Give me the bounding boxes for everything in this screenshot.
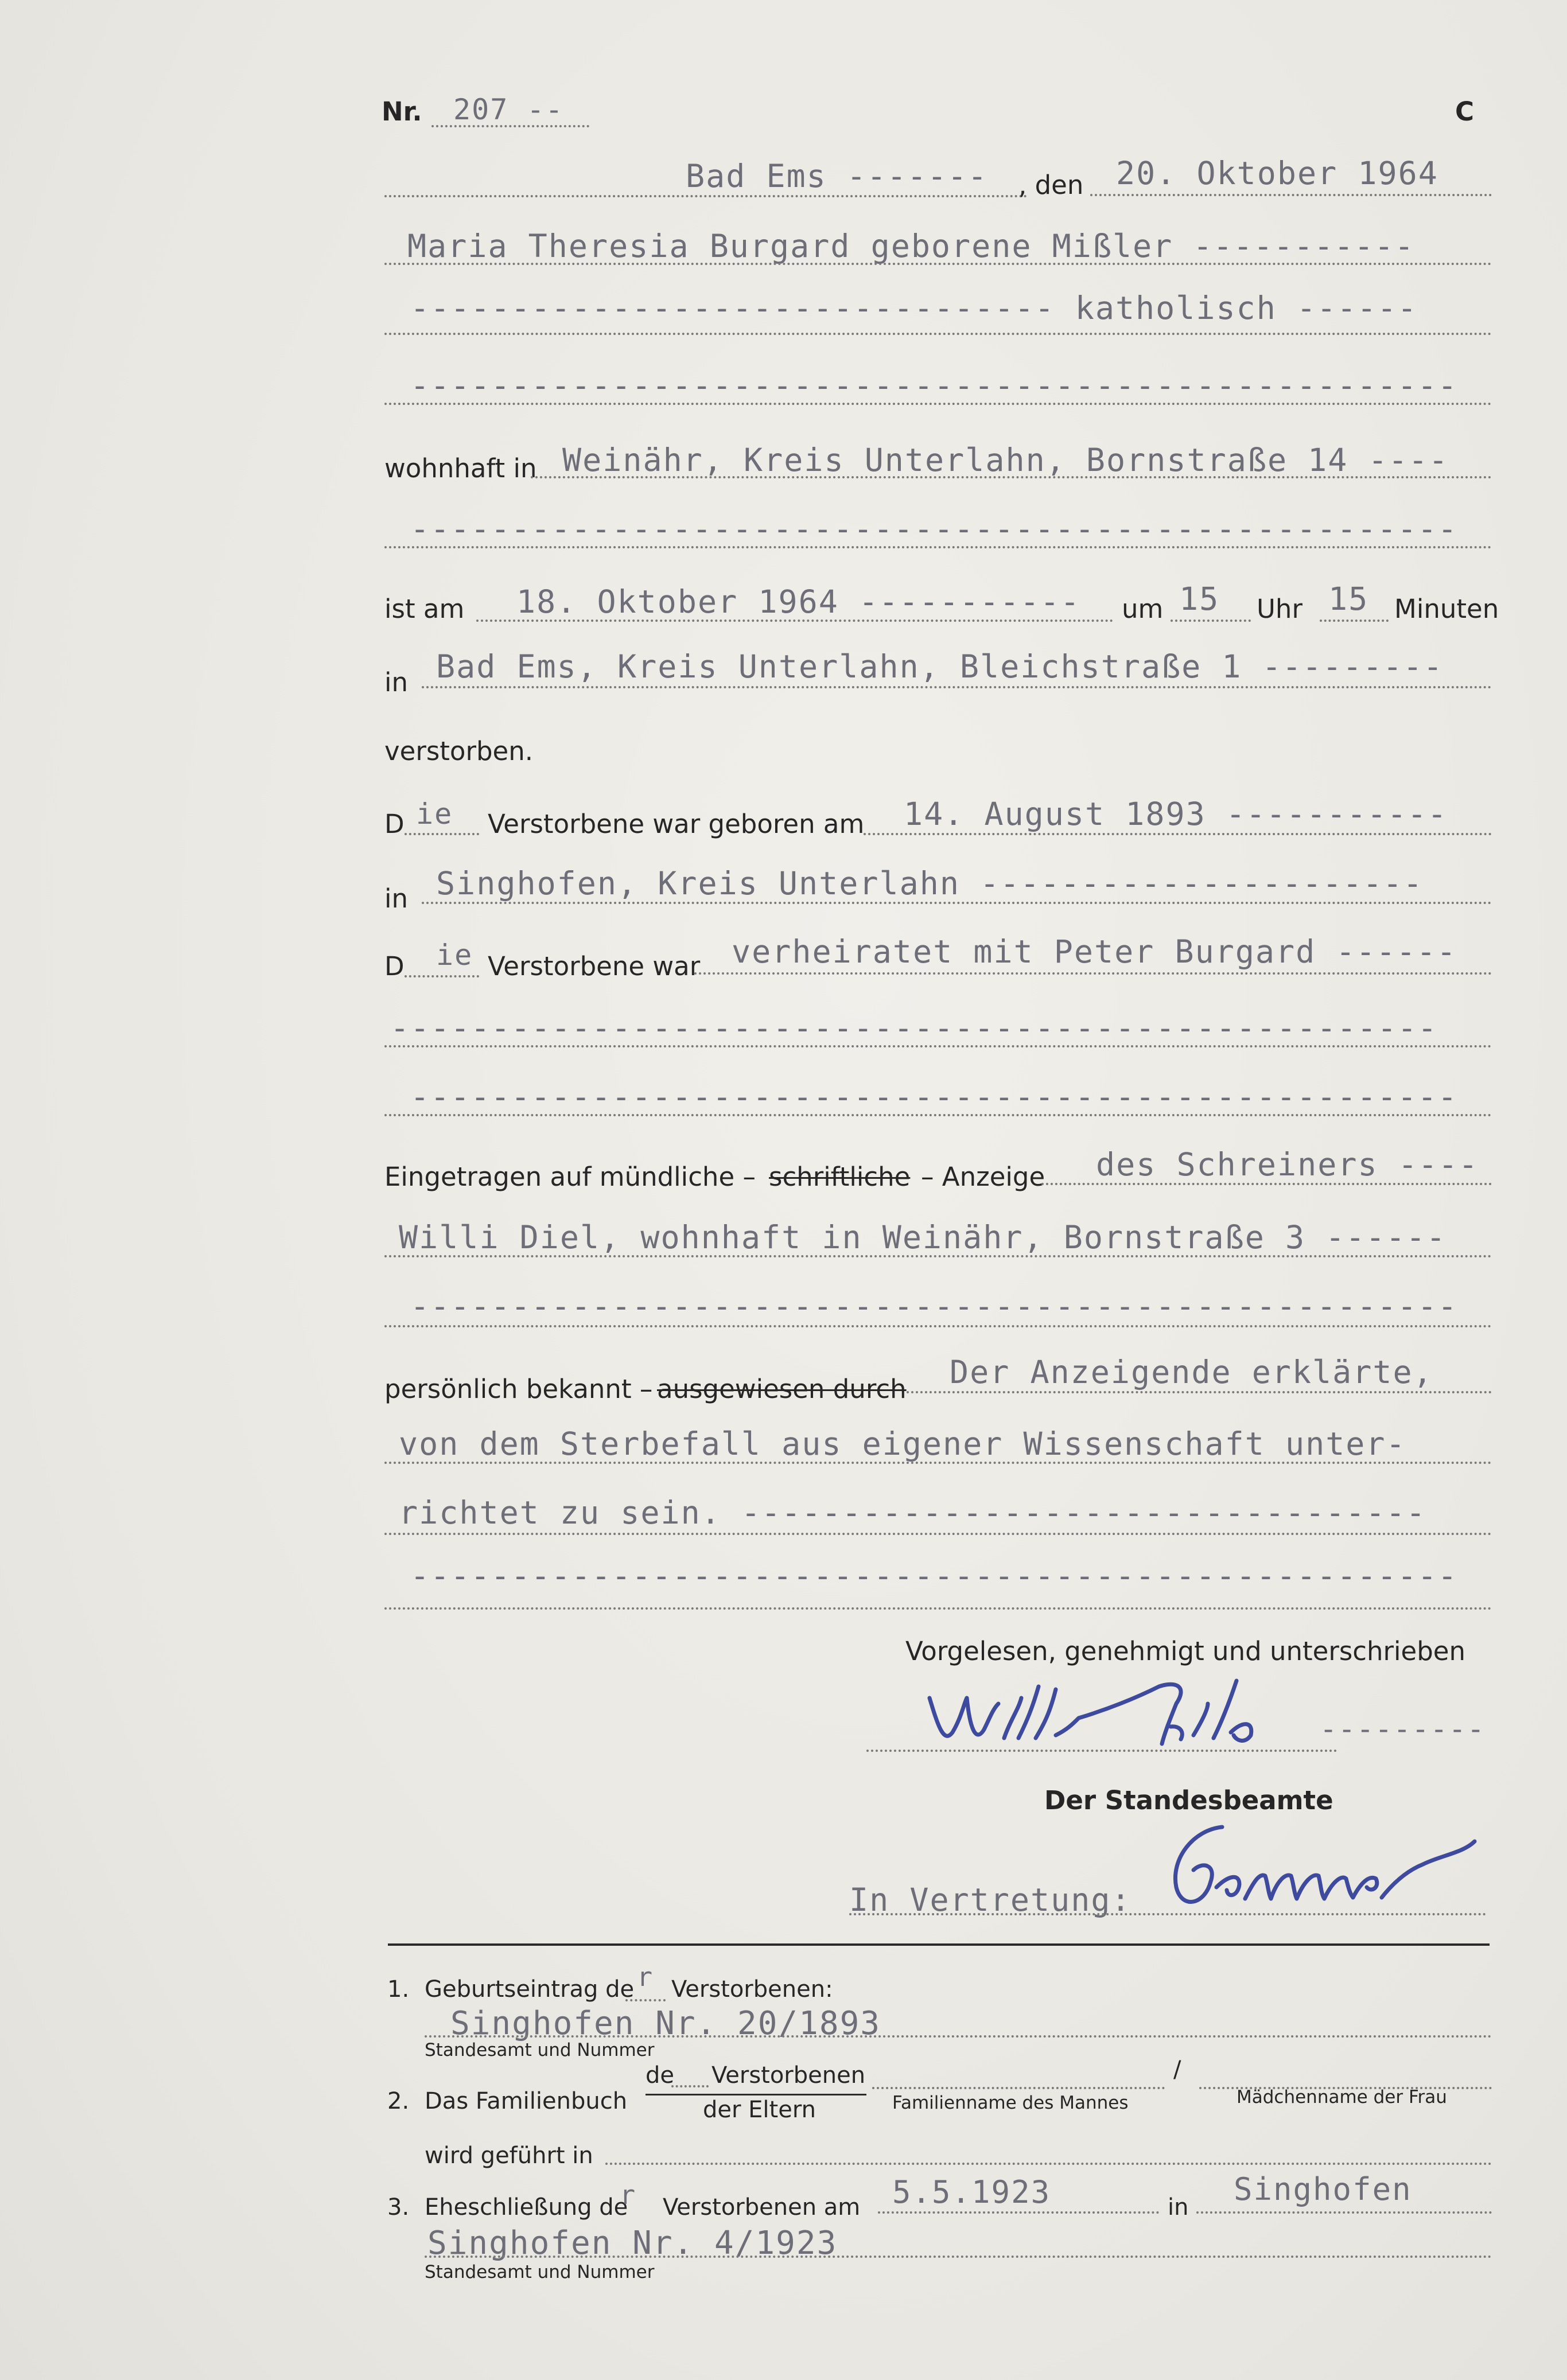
birth-article-underline <box>405 833 479 835</box>
footer-item-2-fraction-line <box>646 2094 866 2095</box>
birth-d-label: D <box>384 809 405 839</box>
informant-label-b: – Anzeige <box>921 1162 1045 1192</box>
birth-place-underline <box>422 902 1492 904</box>
footer-item-1-article: r <box>637 1962 654 1992</box>
record-date: 20. Oktober 1964 <box>1116 155 1438 192</box>
footer-item-2-de: de <box>646 2062 674 2089</box>
residence-continuation: ---------------------------------------------------- <box>410 511 1458 547</box>
death-in-label: in <box>384 667 409 698</box>
footer-item-3-number: 3. <box>387 2194 410 2221</box>
footer-item-3-value-underline <box>425 2256 1492 2258</box>
footer-item-2-eltern: der Eltern <box>703 2097 816 2123</box>
place-of-record: Bad Ems ------- <box>686 158 988 194</box>
footer-item-3-date-underline <box>878 2211 1159 2214</box>
informant-value-2-underline <box>384 1255 1492 1257</box>
footer-item-2-kept-underline <box>605 2163 1492 2165</box>
informant-signature-line <box>866 1750 1337 1752</box>
nr-value: 207 -- <box>453 93 564 126</box>
residence-value: Weinähr, Kreis Unterlahn, Bornstraße 14 ---- <box>562 442 1449 478</box>
footer-item-2-husband-line <box>872 2087 1165 2089</box>
identity-value-1: Der Anzeigende erklärte, <box>950 1354 1433 1390</box>
residence-label: wohnhaft in <box>384 453 537 484</box>
footer-item-2-slash: / <box>1173 2056 1181 2083</box>
death-place: Bad Ems, Kreis Unterlahn, Bleichstraße 1 --------- <box>436 648 1444 685</box>
footer-item-3-place-underline <box>1196 2211 1492 2214</box>
death-hour: 15 <box>1179 581 1220 617</box>
nr-label: Nr. <box>382 96 422 127</box>
death-date-underline <box>476 620 1113 622</box>
footer-item-1-article-underline <box>625 1999 666 2001</box>
footer-item-1-label-2: Verstorbenen: <box>671 1976 833 2003</box>
blank-underline <box>384 403 1492 405</box>
footer-item-2-wife-caption: Mädchenname der Frau <box>1237 2087 1447 2108</box>
marital-label: Verstorbene war <box>488 951 701 981</box>
minute-underline <box>1320 620 1389 622</box>
ist-am-label: ist am <box>384 594 465 624</box>
nr-underline <box>431 125 589 127</box>
birth-article: ie <box>416 797 453 831</box>
uhr-label: Uhr <box>1257 594 1302 624</box>
death-place-underline <box>422 686 1492 688</box>
death-minute: 15 <box>1328 581 1369 617</box>
verstorben-label: verstorben. <box>384 736 534 766</box>
religion-line: -------------------------------- katholisch ------ <box>410 290 1418 326</box>
identity-label-struck: ausgewiesen durch <box>657 1374 907 1404</box>
footer-item-1-value: Singhofen Nr. 20/1893 <box>450 2005 881 2042</box>
footer-item-2-number: 2. <box>387 2088 410 2114</box>
hour-underline <box>1171 620 1251 622</box>
footer-item-3-label-2: Verstorbenen am <box>663 2194 861 2221</box>
footer-divider <box>388 1943 1490 1946</box>
footer-item-3-value: Singhofen Nr. 4/1923 <box>427 2225 838 2262</box>
identity-label-a: persönlich bekannt – <box>384 1374 653 1404</box>
informant-signature-trailing: --------- <box>1320 1712 1486 1746</box>
informant-value-2: Willi Diel, wohnhaft in Weinähr, Bornstraße 3 ------ <box>399 1219 1447 1256</box>
identity-value-3-underline <box>384 1533 1492 1535</box>
name-underline <box>384 263 1492 265</box>
death-date: 18. Oktober 1964 ----------- <box>516 583 1081 620</box>
marital-value: verheiratet mit Peter Burgard ------ <box>732 933 1457 970</box>
deceased-name: Maria Theresia Burgard geborene Mißler ----------- <box>407 228 1415 264</box>
footer-item-3-in: in <box>1168 2194 1189 2221</box>
footer-item-2-husband-caption: Familienname des Mannes <box>892 2093 1129 2113</box>
footer-item-3-caption: Standesamt und Nummer <box>425 2262 655 2282</box>
religion-underline <box>384 333 1492 335</box>
registrar-signature <box>1153 1807 1486 1922</box>
blank-line: ---------------------------------------------------- <box>410 367 1458 404</box>
informant-value-3: ---------------------------------------------------- <box>410 1288 1458 1325</box>
den-label: , den <box>1018 170 1084 200</box>
identity-value-2: von dem Sterbefall aus eigener Wissenschaft unter- <box>399 1425 1406 1462</box>
footer-item-2-verstorbenen: Verstorbenen <box>711 2062 866 2089</box>
footer-item-3-place: Singhofen <box>1234 2171 1412 2207</box>
registrar-signature-line <box>849 1913 1486 1915</box>
informant-value-1: des Schreiners ---- <box>1096 1146 1479 1183</box>
birth-place: Singhofen, Kreis Unterlahn ---------------------- <box>436 865 1424 902</box>
footer-item-1-label: Geburtseintrag de <box>425 1976 635 2003</box>
place-underline <box>384 195 1027 197</box>
marital-line-2-underline <box>384 1045 1492 1047</box>
marital-d-label: D <box>384 951 405 981</box>
footer-item-3-date: 5.5.1923 <box>892 2174 1051 2210</box>
marital-article-underline <box>405 975 479 977</box>
informant-label-a: Eingetragen auf mündliche – <box>384 1162 756 1192</box>
marital-line-2: ---------------------------------------------------- <box>390 1010 1438 1046</box>
in-vertretung: In Vertretung: <box>849 1882 1131 1918</box>
informant-label-struck: schriftliche <box>769 1162 911 1192</box>
registrar-title: Der Standesbeamte <box>1044 1785 1333 1816</box>
birth-in-label: in <box>384 883 409 914</box>
identity-value-3: richtet zu sein. ---------------------------------- <box>399 1494 1426 1531</box>
footer-item-1-value-underline <box>425 2035 1492 2038</box>
footer-item-2-de-underline <box>671 2085 709 2087</box>
footer-item-2-label: Das Familienbuch <box>425 2088 628 2114</box>
footer-item-3-article: r <box>620 2180 637 2210</box>
marital-line-3: ---------------------------------------------------- <box>410 1078 1458 1115</box>
residence-continuation-underline <box>384 546 1492 548</box>
identity-value-2-underline <box>384 1462 1492 1464</box>
read-approved-signed: Vorgelesen, genehmigt und unterschrieben <box>905 1636 1466 1666</box>
um-label: um <box>1122 594 1164 624</box>
minuten-label: Minuten <box>1394 594 1499 624</box>
residence-underline <box>531 476 1492 478</box>
informant-value-3-underline <box>384 1325 1492 1327</box>
footer-item-3-label: Eheschließung de <box>425 2194 628 2221</box>
identity-value-4: ---------------------------------------------------- <box>410 1557 1458 1594</box>
marital-article: ie <box>436 938 473 972</box>
birth-label: Verstorbene war geboren am <box>488 809 865 839</box>
marital-line-3-underline <box>384 1114 1492 1116</box>
footer-item-2-kept-label: wird geführt in <box>425 2143 593 2169</box>
footer-item-1-number: 1. <box>387 1976 410 2003</box>
informant-signature <box>918 1664 1320 1761</box>
identity-value-4-underline <box>384 1607 1492 1610</box>
form-letter: C <box>1455 96 1475 127</box>
birth-date: 14. August 1893 ----------- <box>904 796 1448 832</box>
birth-date-underline <box>864 833 1492 835</box>
identity-value-1-underline <box>907 1391 1492 1393</box>
marital-underline <box>694 972 1492 975</box>
date-underline <box>1090 194 1492 196</box>
footer-item-1-caption: Standesamt und Nummer <box>425 2040 655 2060</box>
informant-value-1-underline <box>1041 1183 1492 1185</box>
